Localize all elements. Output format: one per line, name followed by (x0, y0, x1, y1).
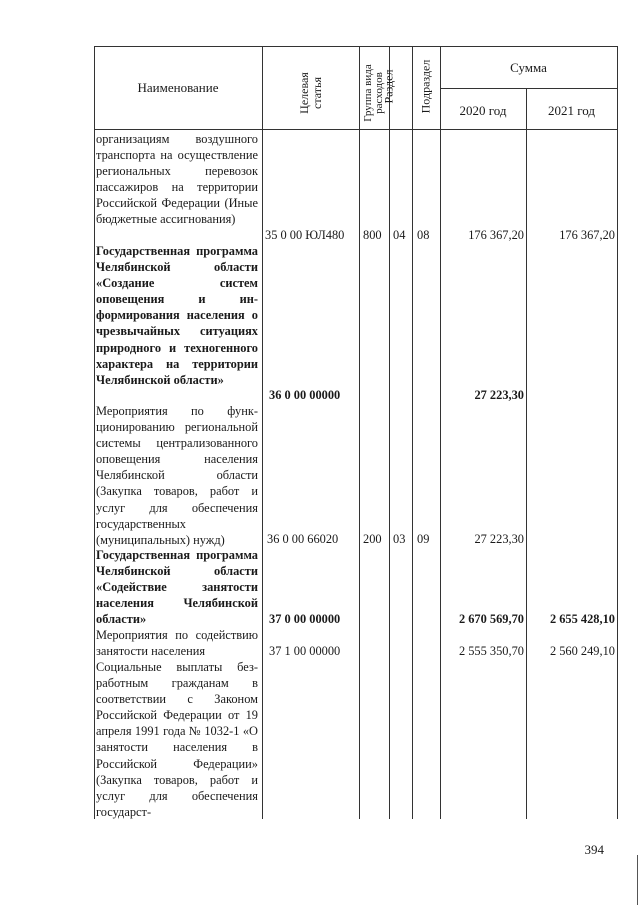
row-code-2: 36 0 00 00000 (269, 388, 341, 402)
header-target-line2: статья (310, 77, 324, 109)
col-border-3 (389, 46, 390, 819)
header-target-line1: Целевая (297, 72, 311, 114)
header-group-line2: расходов (373, 72, 385, 114)
row-name-6: Социальные выплаты безработным гражданам в соответствии с Законом Российской Федерации от 19 апреля 1991 года № 1032-1 «О занятости населения в Российской Федерации» (Закупка товаров, работ и услуг для обеспечения государст- (96, 660, 258, 819)
header-name: Наименование (137, 80, 219, 95)
sum-subheader-border (440, 88, 617, 89)
col-border-6 (526, 88, 527, 819)
row-2021-5: 2 560 249,10 (549, 644, 615, 658)
row-section-3: 03 (393, 532, 406, 546)
header-section: Раздел (381, 69, 396, 104)
page-number: 394 (584, 842, 604, 857)
row-subsection-3: 09 (417, 532, 430, 546)
scan-edge-line (637, 855, 638, 905)
col-border-left (94, 46, 95, 819)
row-section-1: 04 (393, 228, 406, 242)
row-code-1: 35 0 00 ЮЛ480 (265, 228, 345, 242)
col-border-2 (359, 46, 360, 819)
row-group-1: 800 (363, 228, 382, 242)
row-2020-5: 2 555 350,70 (458, 644, 524, 658)
header-target (298, 53, 324, 133)
row-subsection-1: 08 (417, 228, 430, 242)
table-top-border (94, 46, 617, 47)
header-group-line1: Группа вида (362, 64, 374, 122)
header-year-2021: 2021 год (548, 103, 595, 118)
row-code-5: 37 1 00 00000 (269, 644, 341, 658)
row-2021-1: 176 367,20 (559, 228, 615, 242)
col-border-right (617, 46, 618, 819)
col-border-4 (412, 46, 413, 819)
row-group-3: 200 (363, 532, 382, 546)
row-2020-2: 27 223,30 (474, 388, 524, 402)
row-2020-4: 2 670 569,70 (458, 612, 524, 626)
header-bottom-border (94, 129, 617, 130)
header-year-2020: 2020 год (459, 103, 507, 118)
row-name-3: Мероприятия по функционированию региональной системы централизованного оповещения населения Челябинской области (Закупка товаров, работ и услуг для обеспечения государственных (муниципальных) нужд) (96, 404, 258, 547)
col-border-1 (262, 46, 263, 819)
row-name-5: Мероприятия по содействию занятости населения (96, 628, 258, 659)
header-subsection: Подраздел (418, 59, 433, 114)
row-2021-4: 2 655 428,10 (549, 612, 615, 626)
row-code-3: 36 0 00 66020 (267, 532, 339, 546)
row-name-1: организациям воздушного транспорта на осуществление региональных перевозок пассажиров на территории Российской Федерации (Иные бюджетные ассигнования) (96, 132, 258, 227)
row-code-4: 37 0 00 00000 (269, 612, 341, 626)
col-border-5 (440, 46, 441, 819)
row-2020-3: 27 223,30 (474, 532, 524, 546)
header-sum: Сумма (510, 60, 547, 75)
row-2020-1: 176 367,20 (468, 228, 524, 242)
row-name-2: Государственная программа Челябинской области «Создание систем оповещения и информирования населения о чрезвычайных ситуациях природного и техногенного характера на территории Челябинской области» (96, 244, 258, 387)
row-name-4: Государственная программа Челябинской области «Содействие занятости населения Челябинской области» (96, 548, 258, 627)
